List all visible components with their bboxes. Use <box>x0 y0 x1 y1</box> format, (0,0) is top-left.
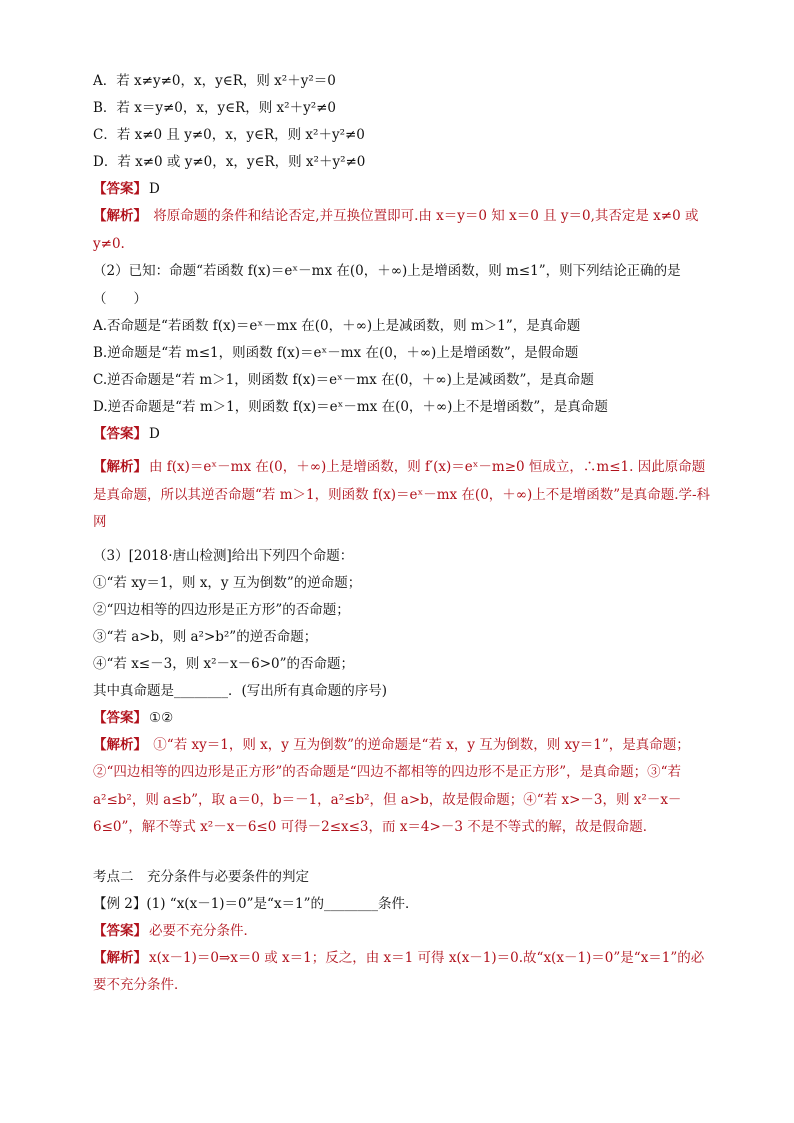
analysis-text: 将原命题的条件和结论否定,并互换位置即可.由 x＝y＝0 知 x＝0 且 y＝0,其否定是 x≠0 或 y≠0. <box>93 208 699 252</box>
answer-tag: 【答案】 <box>93 922 147 939</box>
ex2-stem: 【例 2】(1) “x(x－1)＝0”是“x＝1”的________条件． <box>93 895 419 912</box>
q3-item-4: ④“若 x≤－3，则 x²－x－6>0”的否命题； <box>93 655 355 672</box>
q3-item-2: ②“四边相等的四边形是正方形”的否命题； <box>93 601 350 618</box>
q3-answer <box>93 705 713 732</box>
q1-answer <box>93 176 713 203</box>
answer-tag: 【答案】 <box>93 181 147 197</box>
q2-stem: （2）已知：命题“若函数 f(x)＝eˣ－mx 在(0，＋∞)上是增函数，则 m≤1”，则下列结论正确的是（ ） <box>93 263 681 307</box>
q3-item-1: ①“若 xy＝1，则 x，y 互为倒数”的逆命题； <box>93 574 362 591</box>
q2-option-a: A.否命题是“若函数 f(x)＝eˣ－mx 在(0，＋∞)上是减函数，则 m＞1”，是真命题 <box>93 318 581 334</box>
answer-value: D <box>149 426 160 442</box>
q1-option-b: B．若 x＝y≠0，x，y∈R，则 x²＋y²≠0 <box>93 100 337 116</box>
document-page <box>93 68 713 1000</box>
analysis-text: ①“若 xy＝1，则 x，y 互为倒数”的逆命题是“若 x，y 互为倒数，则 xy＝1”，是真命题；②“四边相等的四边形是正方形”的否命题是“四边不都相等的四边形不是正方形”，是真命题；③“若 a²≤b²，则 a≤b”，取 a＝0，b＝－1，a²≤b²，但 a>b，故是假命题；④“若 x>－3，则 x²－x－6≤0”，解不等式 x²－x－6≤0 可得－2≤x≤3，而 x＝4>－3 不是不等式的解，故是假命题． <box>93 736 690 835</box>
q2-option-b: B.逆命题是“若 m≤1，则函数 f(x)＝eˣ－mx 在(0，＋∞)上是增函数”，是假命题 <box>93 345 579 361</box>
analysis-tag: 【解析】 <box>93 736 147 753</box>
q1-option-d: D．若 x≠0 或 y≠0，x，y∈R，则 x²＋y²≠0 <box>93 154 366 170</box>
q2-option-c: C.逆否命题是“若 m＞1，则函数 f(x)＝eˣ－mx 在(0，＋∞)上是减函数”，是真命题 <box>93 372 594 388</box>
analysis-tag: 【解析】 <box>93 949 147 966</box>
q2-option-d: D.逆否命题是“若 m＞1，则函数 f(x)＝eˣ－mx 在(0，＋∞)上不是增函数”，是真命题 <box>93 399 608 415</box>
answer-tag: 【答案】 <box>93 709 147 726</box>
analysis-tag: 【解析】 <box>93 208 147 224</box>
answer-value: ①② <box>149 709 174 726</box>
answer-value: 必要不充分条件． <box>149 922 257 939</box>
q1-option-c: C．若 x≠0 且 y≠0，x，y∈R，则 x²＋y²≠0 <box>93 127 365 143</box>
q3-stem: （3）[2018·唐山检测]给出下列四个命题： <box>93 547 354 564</box>
section-title: 考点二 充分条件与必要条件的判定 <box>93 868 309 885</box>
analysis-text: x(x－1)＝0⇒x＝0 或 x＝1；反之，由 x＝1 可得 x(x－1)＝0.故“x(x－1)＝0”是“x＝1”的必要不充分条件． <box>93 949 705 993</box>
analysis-text: 由 f(x)＝eˣ－mx 在(0，＋∞)上是增函数，则 f′(x)＝eˣ－m≥0 恒成立，∴m≤1. 因此原命题是真命题，所以其逆否命题“若 m＞1，则函数 f(x)＝eˣ－mx 在(0，＋∞)上不是增函数”是真命题.学-科网 <box>93 459 711 530</box>
q1-analysis <box>93 203 713 258</box>
q3-prompt: 其中真命题是________．(写出所有真命题的序号) <box>93 682 388 699</box>
q1-option-a: A．若 x≠y≠0，x，y∈R，则 x²＋y²＝0 <box>93 73 336 89</box>
q2-answer <box>93 421 713 448</box>
ex2-analysis <box>93 945 713 1000</box>
q3-analysis <box>93 732 713 842</box>
q3-item-3: ③“若 a>b，则 a²>b²”的逆否命题； <box>93 628 318 645</box>
q2-analysis <box>93 454 713 537</box>
ex2-answer <box>93 918 713 945</box>
answer-tag: 【答案】 <box>93 426 147 442</box>
analysis-tag: 【解析】 <box>93 459 147 475</box>
answer-value: D <box>149 181 160 197</box>
